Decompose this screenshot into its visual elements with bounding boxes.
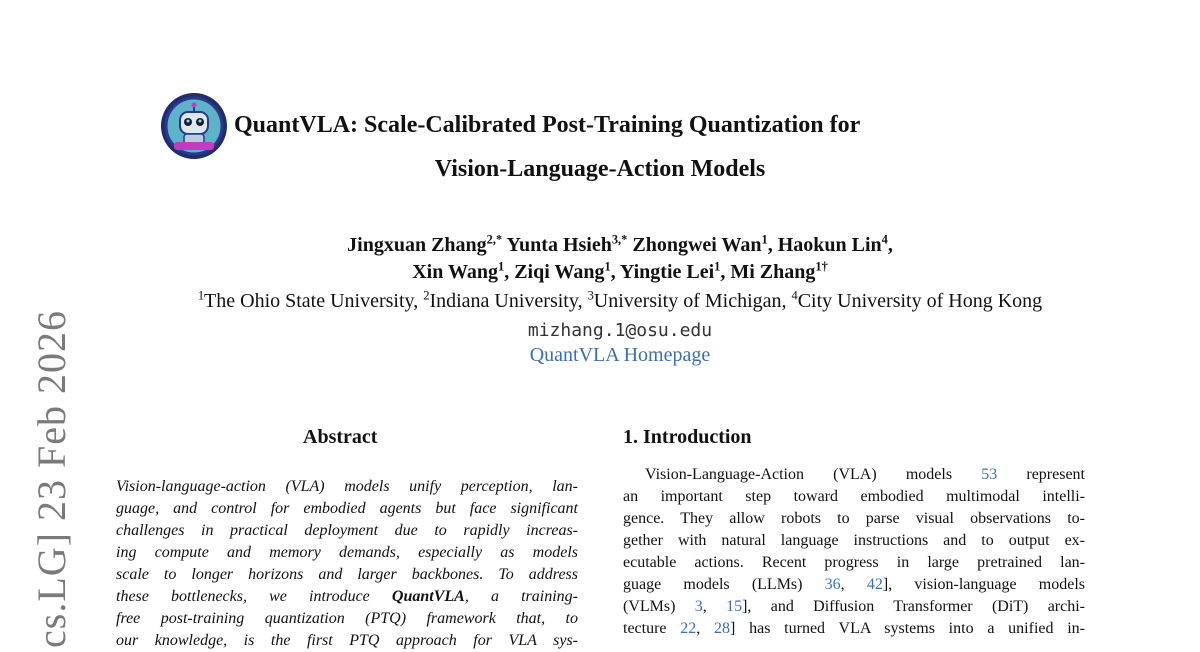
author-affiliation-mark: 1 [761, 232, 768, 247]
author-name: Xin Wang [412, 261, 498, 283]
affiliation-mark: 3 [587, 288, 594, 303]
robot-logo-icon [160, 92, 228, 160]
abstract-line: challenges in practical deployment due to rapidly increas- [116, 522, 578, 539]
abstract-body [116, 476, 578, 652]
affiliation-name: City University of Hong Kong [797, 290, 1043, 312]
abstract-heading: Abstract [303, 426, 378, 448]
introduction-body [623, 464, 1085, 640]
affiliations: $^1$The Ohio State University, $^2$Indiana University, $^3$University of Michigan, $^4$City University of Hong Kong [197, 288, 1043, 312]
author-list-line-2: Xin Wang$^1$, Ziqi Wang$^1$, Yingtie Lei$^1$, Mi Zhang$^{1\dagger}$ [412, 259, 828, 283]
abstract-line: these bottlenecks, we introduce QuantVLA, a training- [116, 588, 578, 605]
arxiv-side-identifier: cs.LG] 23 Feb 2026 [29, 310, 74, 648]
author-affiliation-mark: 1† [815, 259, 828, 274]
introduction-heading: 1. Introduction [623, 426, 752, 448]
citation-link[interactable]: 3 [694, 598, 703, 615]
author-name: Ziqi Wang [514, 261, 605, 283]
affiliation-mark: 2 [423, 288, 430, 303]
emphasis-text: QuantVLA [391, 588, 465, 605]
citation-link[interactable]: 22 [680, 620, 697, 637]
citation-link[interactable]: 53 [981, 466, 998, 483]
homepage-link[interactable]: QuantVLA Homepage [529, 344, 711, 366]
introduction-line: (VLMs) 3, 15], and Diffusion Transformer (DiT) archi- [623, 598, 1086, 615]
affiliation-name: University of Michigan [593, 290, 782, 312]
paper-title-line-2: Vision-Language-Action Models [434, 156, 766, 182]
abstract-line: ing compute and memory demands, especially as models [116, 544, 578, 561]
author-name: Jingxuan Zhang [347, 234, 487, 256]
abstract-line: scale to longer horizons and larger backbones. To address [116, 566, 578, 583]
introduction-line: gether with natural language instructions and to output ex- [623, 532, 1085, 549]
contact-email: mizhang.1@osu.edu [527, 320, 713, 341]
author-name: Yingtie Lei [619, 261, 715, 283]
affiliation-mark: 1 [197, 288, 205, 303]
author-affiliation-mark: 4 [881, 232, 888, 247]
citation-link[interactable]: 28 [714, 620, 731, 637]
author-name: Yunta Hsieh [506, 234, 612, 256]
abstract-line: Vision-language-action (VLA) models unify perception, lan- [116, 478, 578, 495]
author-name: Mi Zhang [730, 261, 816, 283]
citation-link[interactable]: 36 [824, 576, 841, 593]
author-name: Haokun Lin [777, 234, 882, 256]
affiliation-name: The Ohio State University [204, 290, 414, 312]
introduction-line: gence. They allow robots to parse visual observations to- [623, 510, 1085, 527]
author-affiliation-mark: 3,* [611, 232, 628, 247]
author-affiliation-mark: 1 [498, 259, 505, 274]
introduction-line: an important step toward embodied multimodal intelli- [623, 488, 1085, 505]
affiliation-mark: 4 [791, 288, 798, 303]
affiliation-name: Indiana University [429, 290, 578, 312]
author-name: Zhongwei Wan [632, 234, 762, 256]
citation-link[interactable]: 15 [726, 598, 743, 615]
author-affiliation-mark: 2,* [486, 232, 503, 247]
introduction-line: ecutable actions. Recent progress in large pretrained lan- [623, 554, 1085, 571]
author-affiliation-mark: 1 [714, 259, 721, 274]
abstract-line: our knowledge, is the first PTQ approach for VLA sys- [116, 632, 578, 649]
author-list-line-1: Jingxuan Zhang$^{2,*}$ Yunta Hsieh$^{3,*}$ Zhongwei Wan$^1$, Haokun Lin$^4$, [347, 232, 893, 256]
author-affiliation-mark: 1 [604, 259, 611, 274]
abstract-line: free post-training quantization (PTQ) framework that, to [116, 610, 578, 627]
abstract-line: guage, and control for embodied agents but face significant [116, 500, 578, 517]
paper-title-line-1: QuantVLA: Scale-Calibrated Post-Training Quantization for [234, 112, 861, 138]
citation-link[interactable]: 42 [866, 576, 883, 593]
introduction-line: tecture 22, 28] has turned VLA systems into a unified in- [623, 620, 1086, 637]
introduction-line: Vision-Language-Action (VLA) models 53 represent [645, 466, 1086, 483]
introduction-line: guage models (LLMs) 36, 42], vision-language models [623, 576, 1086, 593]
